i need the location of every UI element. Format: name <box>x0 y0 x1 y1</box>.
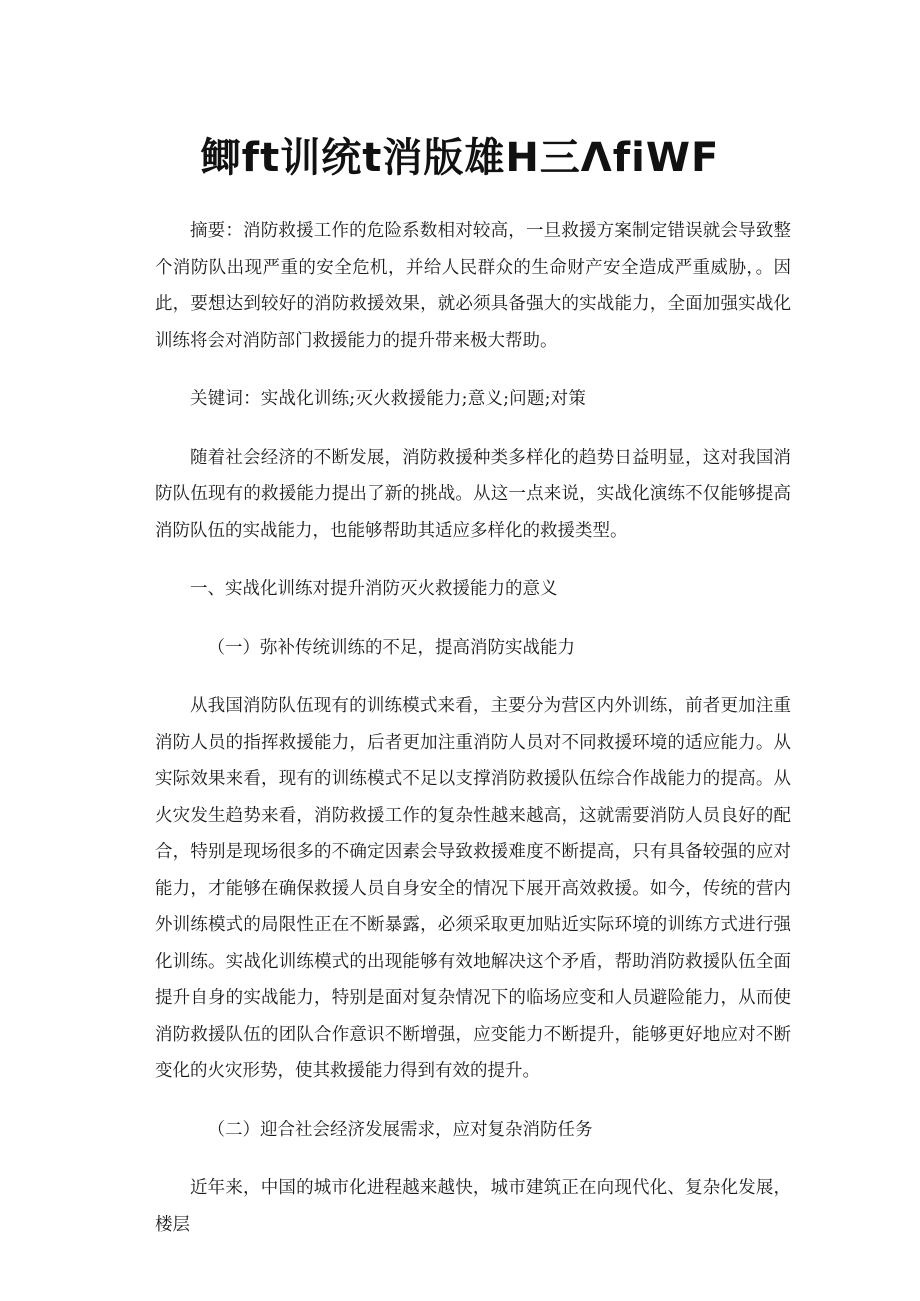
subsection-heading-1: （一）弥补传统训练的不足，提高消防实战能力 <box>207 637 575 658</box>
section-heading-1: 一、实战化训练对提升消防灭火救援能力的意义 <box>190 579 558 599</box>
subsection-body-1: 从我国消防队伍现有的训练模式来看，主要分为营区内外训练，前者更加注重消防人员的指挥救援能力，后者更加注重消防人员对不同救援环境的适应能力。从实际效果来看，现有的训练模式不足以支撑消防救援队伍综合作战能力的提高。从火灾发生趋势来看，消防救援工作的复杂性越来越高，这就需要消防人员良好的配合，特别是现场很多的不确定因素会导致救援难度不断提高，只有具备较强的应对能力，才能够在确保救援人员自身安全的情况下展开高效救援。如今，传统的营内外训练模式的局限性正在不断暴露，必须采取更加贴近实际环境的训练方式进行强化训练。实战化训练模式的出现能够有效地解决这个矛盾，帮助消防救援队伍全面提升自身的实战能力，特别是面对复杂情况下的临场应变和人员避险能力，从而使消防救援队伍的团队合作意识不断增强，应变能力不断提升，能够更好地应对不断变化的火灾形势，使其救援能力得到有效的提升。 <box>155 696 791 1081</box>
subsection-heading-2: （二）迎合社会经济发展需求，应对复杂消防任务 <box>207 1119 593 1140</box>
keywords-line: 关键词：实战化训练;灭火救援能力;意义;问题;对策 <box>190 389 587 409</box>
page-title: 鲫ft训统t消版雄H三ΛfiWF <box>200 135 720 181</box>
intro-paragraph: 随着社会经济的不断发展，消防救援种类多样化的趋势日益明显，这对我国消防队伍现有的救援能力提出了新的挑战。从这一点来说，实战化演练不仅能够提高消防队伍的实战能力，也能够帮助其适应多样化的救援类型。 <box>155 447 791 541</box>
abstract-paragraph: 摘要：消防救援工作的危险系数相对较高，一旦救援方案制定错误就会导致整个消防队出现严重的安全危机，并给人民群众的生命财产安全造成严重威胁，。因此，要想达到较好的消防救援效果，就必须具备强大的实战能力，全面加强实战化训练将会对消防部门救援能力的提升带来极大帮助。 <box>155 221 791 351</box>
document-body <box>155 213 791 1265</box>
subsection-body-2: 近年来，中国的城市化进程越来越快，城市建筑正在向现代化、复杂化发展，楼层 <box>155 1178 791 1235</box>
